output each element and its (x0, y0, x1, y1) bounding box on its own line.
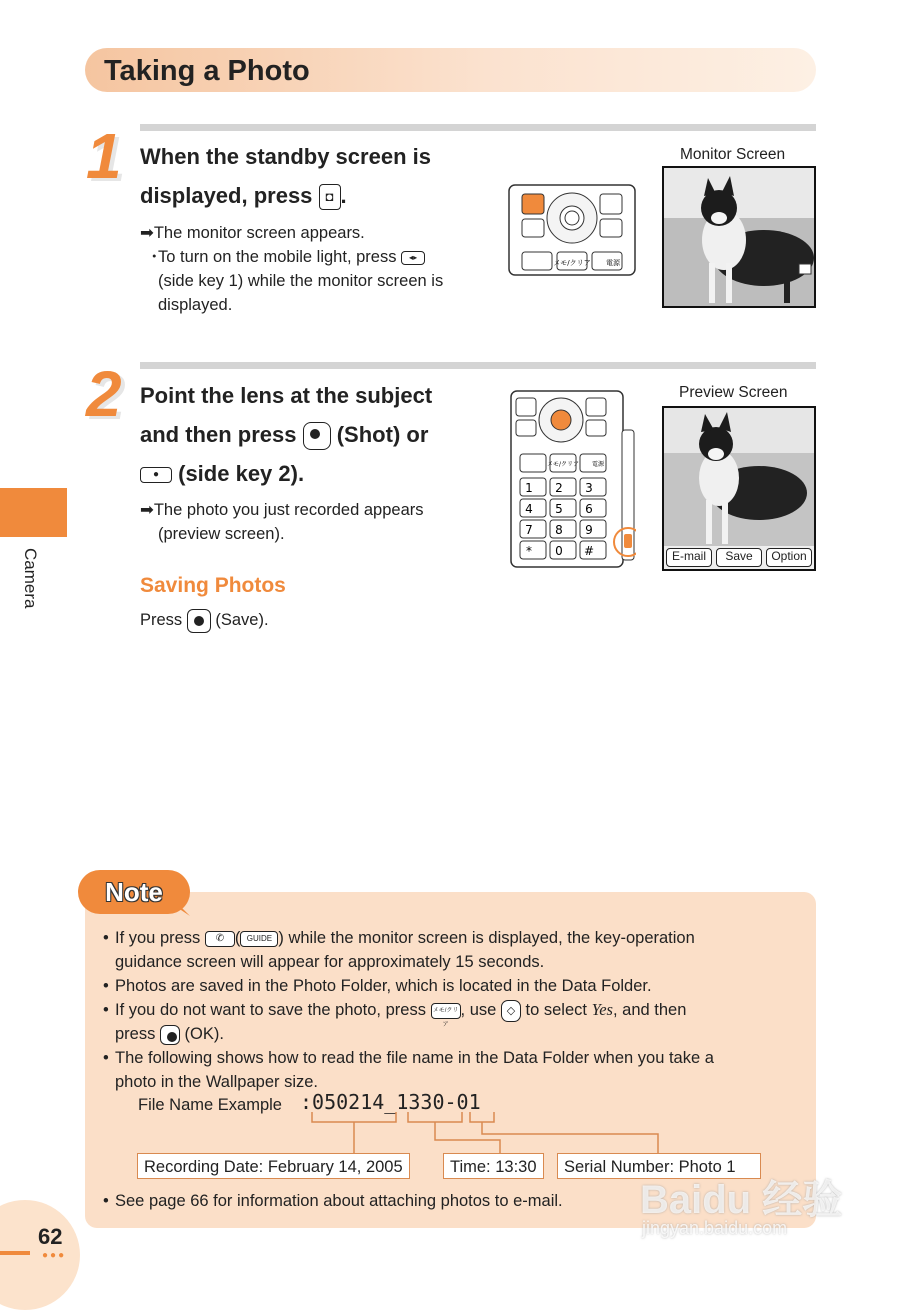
memo-clear-key-icon: メモ/クリア (431, 1003, 461, 1019)
step1-body (140, 221, 490, 317)
monitor-screen (662, 166, 816, 308)
keypad-key-label: 9 (585, 523, 593, 537)
serial-number-box: Serial Number: Photo 1 (557, 1153, 761, 1179)
side-key-1-icon: ◂▸ (401, 251, 425, 265)
keypad-key-label: 0 (555, 544, 563, 558)
keypad-key (520, 520, 546, 538)
keypad-key (580, 478, 606, 496)
memo-key-label-2: メモ/クリア (546, 461, 580, 468)
step2-heading (140, 376, 500, 493)
page-number: 62 (38, 1224, 63, 1249)
step2-result: ➡The photo you just recorded appears (140, 501, 424, 519)
bullet-icon: • (103, 929, 109, 947)
keypad-key-label: 4 (525, 502, 533, 516)
step2-heading-line2: and then press (Shot) or (140, 415, 500, 454)
note-bullet-2: • Photos are saved in the Photo Folder, which is located in the Data Folder. (115, 974, 795, 998)
call-key-icon: ✆ (205, 931, 235, 947)
step2-number: 2 (86, 358, 122, 430)
bullet-icon: • (103, 1001, 109, 1019)
phone-keypad-illustration-1 (508, 184, 636, 276)
step1-number: 1 (86, 120, 122, 192)
softkey-option[interactable]: Option (766, 548, 812, 567)
yes-option: Yes (591, 1000, 613, 1019)
keypad-key (520, 541, 546, 559)
keypad-key-label: 5 (555, 502, 563, 516)
note-bullet-5: • See page 66 for information about attaching photos to e-mail. (115, 1189, 795, 1213)
keypad-key (550, 541, 576, 559)
step1-tip: ・ To turn on the mobile light, press ◂▸ (side key 1) while the monitor screen is displayed. (140, 245, 490, 317)
preview-screen (662, 406, 816, 571)
watermark-url: jingyan.baidu.com (642, 1218, 788, 1238)
keypad-key-label: * (526, 544, 532, 558)
time-box: Time: 13:30 (443, 1153, 544, 1179)
preview-screen-caption: Preview Screen (679, 384, 788, 401)
camera-key-icon: ◘ (319, 184, 341, 210)
step1-heading-line2 (140, 176, 500, 215)
note-bullet-1: • If you press ✆ ( GUIDE ) while the monitor screen is displayed, the key-operation guidance screen will appear for approximately 15 seconds. (115, 926, 795, 974)
bullet-icon: ・ (146, 248, 163, 266)
section-tab (0, 488, 67, 537)
page-number-dots: ●●● (42, 1250, 67, 1261)
cat-photo-preview (664, 408, 814, 546)
camera-key-highlight (522, 194, 544, 214)
recording-date-box: Recording Date: February 14, 2005 (137, 1153, 410, 1179)
step2-heading-line1: Point the lens at the subject (140, 383, 433, 408)
keypad-key-label: 3 (585, 481, 593, 495)
monitor-screen-caption: Monitor Screen (680, 146, 786, 163)
softkey-email[interactable]: E-mail (666, 548, 712, 567)
step2-divider (140, 362, 816, 369)
file-name-example-label: File Name Example (138, 1096, 282, 1114)
keypad-key (580, 520, 606, 538)
note-bullet-3: • If you do not want to save the photo, press メモ/クリア, use ◇ to select Yes, and then press (OK). (103, 1000, 687, 1043)
save-key-icon (187, 609, 211, 633)
keypad-key-label: 7 (525, 523, 533, 537)
step1-heading-line1: When the standby screen is (140, 144, 431, 169)
arrow-icon: ➡ (140, 501, 154, 519)
step1-heading-period: . (340, 183, 347, 208)
keypad-key (520, 478, 546, 496)
page-number-rule (0, 1251, 30, 1255)
phone-keypad-illustration-2 (510, 390, 636, 570)
memo-key-label: メモ/クリア (553, 259, 591, 267)
note-bullet-4: • The following shows how to read the file name in the Data Folder when you take a photo in the Wallpaper size. (115, 1046, 805, 1094)
file-name-example-value: :050214_1330‑01 (300, 1090, 481, 1114)
watermark-brand: Baidu 经验 (640, 1178, 843, 1222)
file-name-connectors (300, 1112, 670, 1156)
saving-photos-title: Saving Photos (140, 574, 286, 597)
center-key-highlight (551, 410, 571, 430)
guide-key-icon: GUIDE (240, 931, 278, 947)
keypad-key-label: # (583, 544, 595, 558)
bullet-icon: • (103, 1049, 109, 1067)
end-key-label-2: 電源 (591, 461, 605, 468)
keypad-key-label: 6 (585, 502, 593, 516)
step1-heading (140, 137, 500, 215)
cat-photo-monitor (664, 168, 814, 306)
nav-key-icon: ◇ (501, 1000, 521, 1022)
keypad-key (550, 499, 576, 517)
step2-result-cont: (preview screen). (158, 525, 285, 543)
arrow-icon: ➡ (140, 224, 154, 242)
ok-key-icon (160, 1025, 180, 1045)
page-number-circle (0, 1200, 80, 1310)
keypad-key (520, 499, 546, 517)
step1-divider (140, 124, 816, 131)
keypad-key (580, 499, 606, 517)
note-badge: Note (78, 870, 190, 914)
step2-body (140, 498, 490, 546)
page-title: Taking a Photo (104, 55, 310, 87)
softkey-save[interactable]: Save (716, 548, 762, 567)
keypad-key-label: 8 (555, 523, 563, 537)
keypad-key (550, 478, 576, 496)
section-tab-label: Camera (21, 548, 40, 609)
step1-result: ➡The monitor screen appears. (140, 224, 365, 242)
step2-heading-line3: ● (side key 2). (140, 454, 500, 493)
bullet-icon: • (103, 1192, 109, 1210)
saving-photos-text: Press (Save). (140, 608, 269, 633)
shot-key-icon (303, 422, 331, 450)
keypad-key-label: 1 (525, 481, 533, 495)
keypad-key-label: 2 (555, 481, 563, 495)
bullet-icon: • (103, 977, 109, 995)
end-key-label: 電源 (606, 259, 620, 267)
side-key-2-icon: ● (140, 467, 172, 483)
preview-softkeys (664, 546, 814, 569)
keypad-key (550, 520, 576, 538)
step1-heading-text: displayed, press (140, 183, 313, 208)
